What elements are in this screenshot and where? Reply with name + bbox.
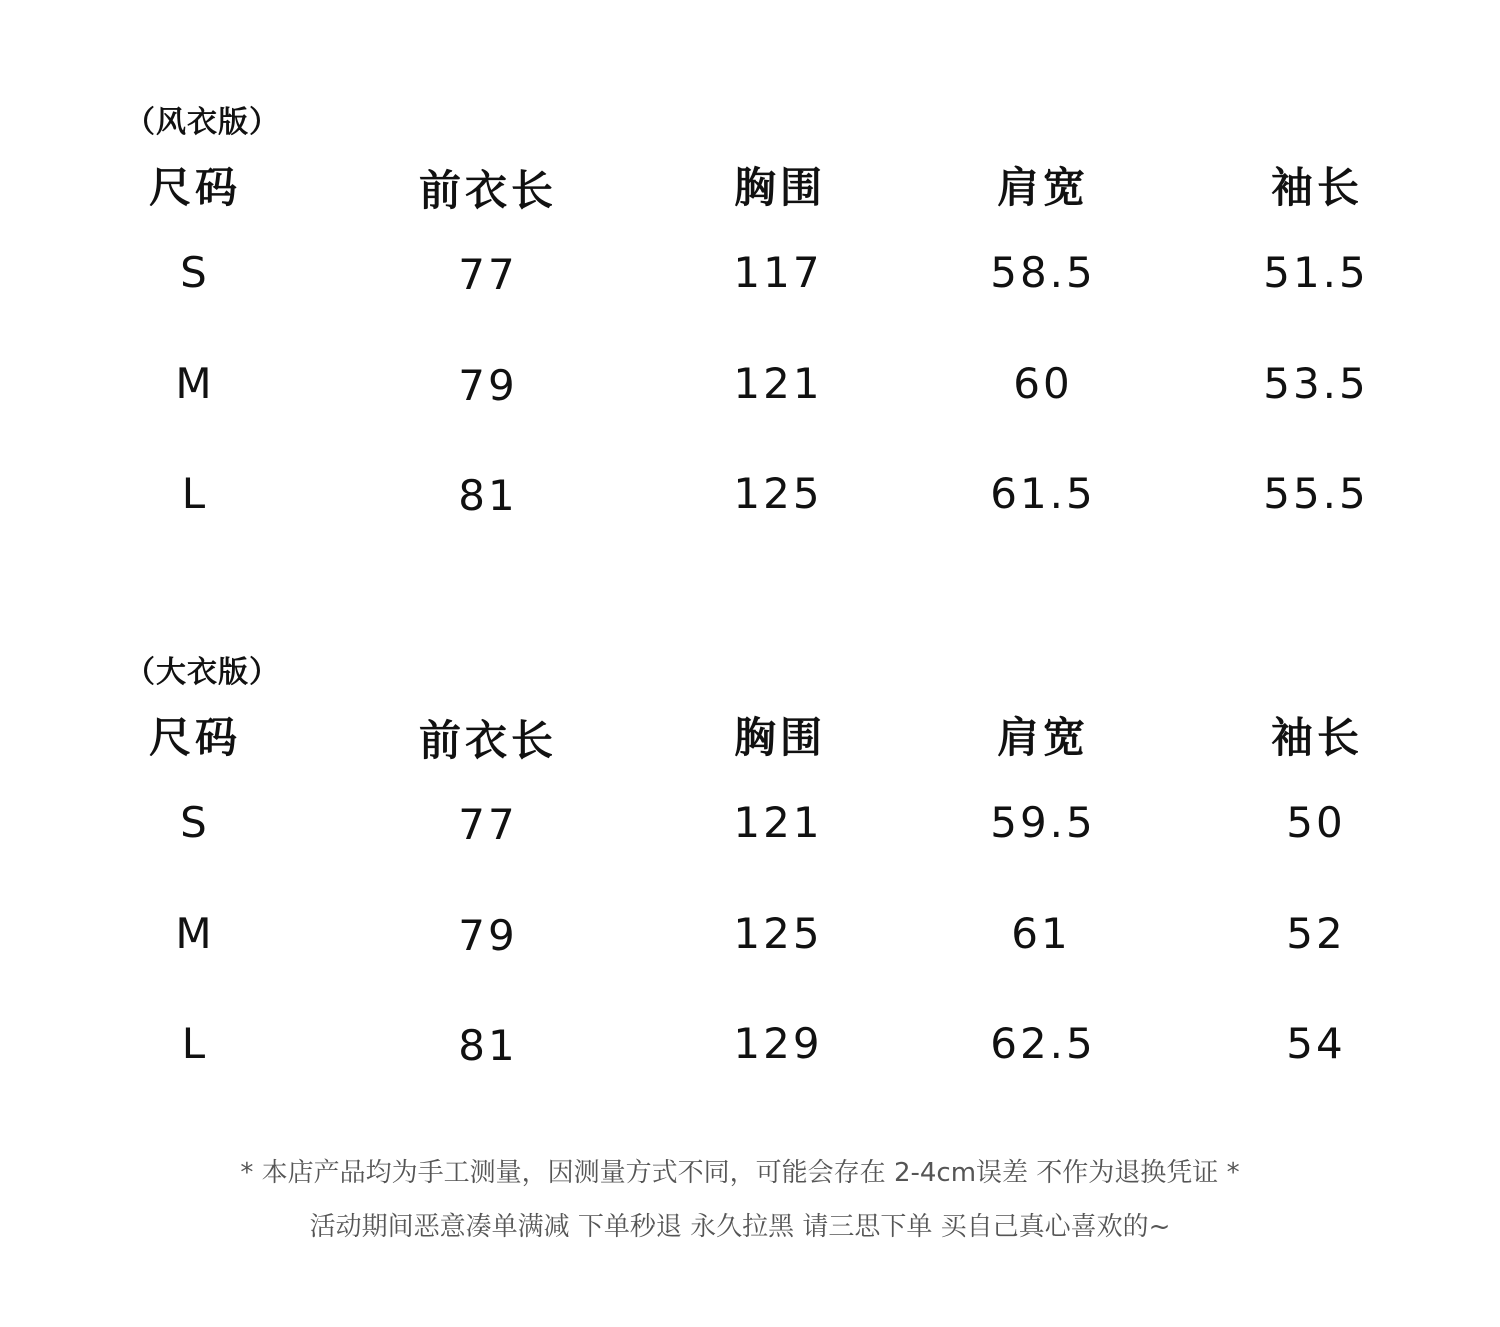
header-chest: 胸围	[733, 713, 827, 762]
header-shoulder: 肩宽	[996, 163, 1090, 212]
header-front-length: 前衣长	[418, 166, 558, 215]
table-cell: 121	[733, 359, 823, 408]
table-cell: L	[181, 1019, 209, 1068]
header-shoulder: 肩宽	[996, 713, 1090, 762]
promotion-warning: 活动期间恶意凑单满减 下单秒退 永久拉黑 请三思下单 买自己真心喜欢的~	[309, 1212, 1171, 1242]
table-cell: 50	[1286, 798, 1346, 847]
header-sleeve: 袖长	[1270, 163, 1364, 212]
header-front-length: 前衣长	[418, 716, 558, 765]
header-chest: 胸围	[733, 163, 827, 212]
section-title: （大衣版）	[125, 655, 280, 690]
table-cell: 129	[733, 1019, 823, 1068]
table-cell: 58.5	[990, 248, 1096, 297]
table-cell: 52	[1286, 909, 1346, 958]
table-cell: 53.5	[1263, 359, 1369, 408]
table-cell: 81	[458, 471, 518, 520]
table-cell: 60	[1013, 359, 1073, 408]
table-cell: 81	[458, 1021, 518, 1070]
table-cell: 55.5	[1263, 469, 1369, 518]
table-cell: M	[175, 359, 215, 408]
table-cell: 79	[458, 911, 518, 960]
table-cell: 77	[458, 800, 518, 849]
header-size: 尺码	[148, 163, 242, 212]
table-cell: 61.5	[990, 469, 1096, 518]
size-table-section-coat	[0, 550, 1500, 1110]
table-cell: 77	[458, 250, 518, 299]
table-cell: 121	[733, 798, 823, 847]
table-cell: S	[180, 798, 210, 847]
table-cell: 59.5	[990, 798, 1096, 847]
size-table-section-trench	[0, 0, 1500, 560]
measurement-disclaimer: * 本店产品均为手工测量，因测量方式不同，可能会存在 2-4cm误差 不作为退换凭证 *	[240, 1158, 1240, 1188]
table-cell: L	[181, 469, 209, 518]
table-cell: 79	[458, 361, 518, 410]
table-cell: 125	[733, 909, 823, 958]
header-size: 尺码	[148, 713, 242, 762]
section-title: （风衣版）	[125, 105, 280, 140]
table-cell: M	[175, 909, 215, 958]
table-cell: S	[180, 248, 210, 297]
table-cell: 61	[1011, 909, 1071, 958]
table-cell: 125	[733, 469, 823, 518]
table-cell: 62.5	[990, 1019, 1096, 1068]
table-cell: 54	[1286, 1019, 1346, 1068]
table-cell: 117	[733, 248, 823, 297]
table-cell: 51.5	[1263, 248, 1369, 297]
header-sleeve: 袖长	[1270, 713, 1364, 762]
